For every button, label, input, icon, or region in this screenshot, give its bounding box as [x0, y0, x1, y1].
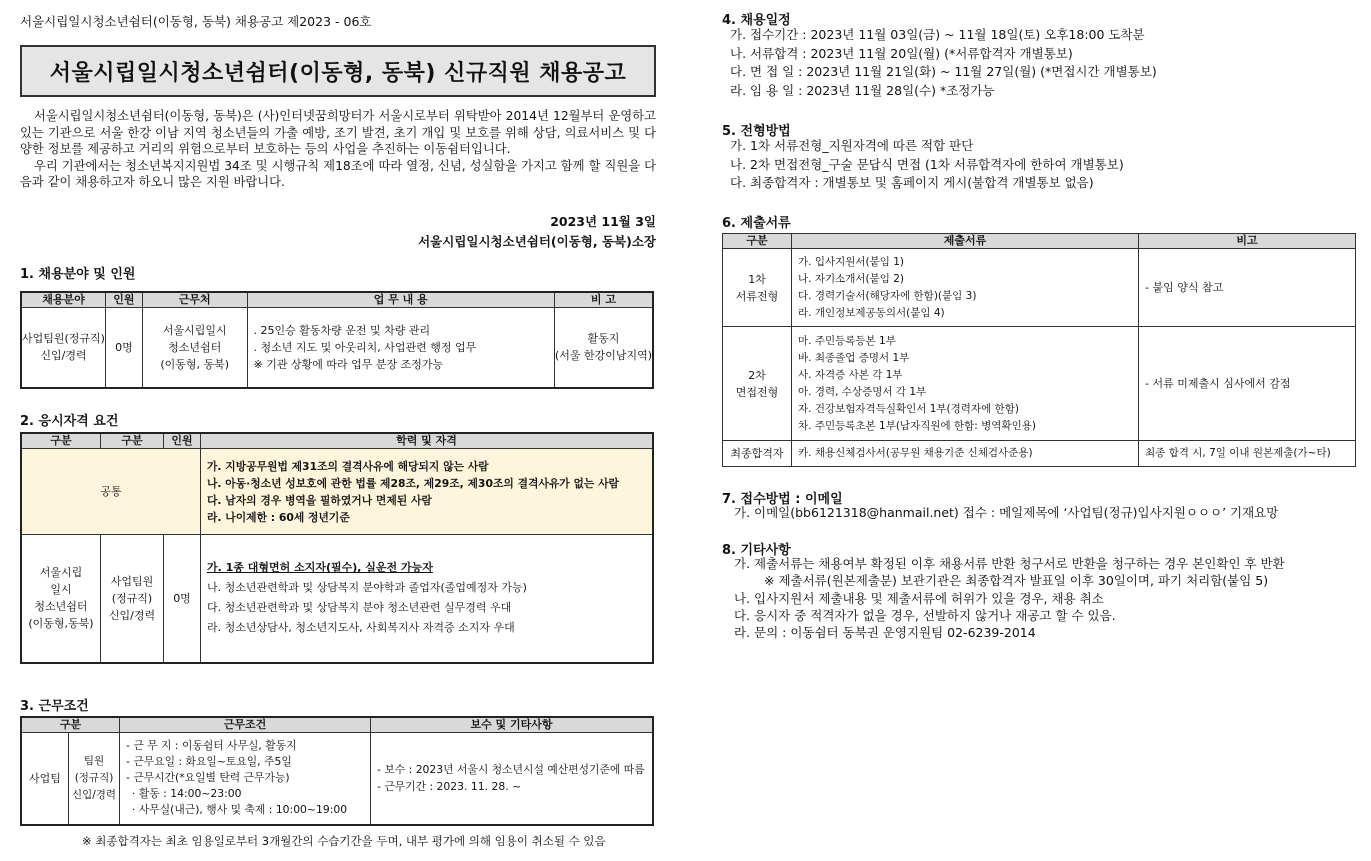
conditions-cell: - 근 무 지 : 이동쉼터 사무실, 활동지 - 근무요일 : 화요일~토요일, 주5일 - 근무시간(*요일별 탄력 근무가능) · 활동 : 14:00~23:00 · 사무실(내근), 행사 및 축제 : 10:00~19:00	[120, 733, 371, 825]
stage-label: 최종합격자	[723, 441, 792, 467]
list-item: 가. 이메일(bb6121318@hanmail.net) 접수 : 메일제목에 ‘사업팀(정규)입사지원ㅇㅇㅇ’ 기재요망	[734, 505, 1279, 520]
place-cell: 서울시립일시 청소년쉼터 (이동형, 동북)	[142, 308, 247, 388]
list-item: 나. 서류합격 : 2023년 11월 20일(월) (*서류합격자 개별통보)	[730, 45, 1073, 61]
list-item: 라. 임 용 일 : 2023년 11월 28일(수) *조정가능	[730, 82, 995, 98]
selection-list	[730, 137, 1124, 193]
list-item: 나. 입사지원서 제출내용 및 제출서류에 허위가 있을 경우, 채용 취소	[734, 590, 1104, 606]
remark-cell: 활동지 (서울 한강이남지역)	[554, 308, 653, 388]
list-item: 다. 응시자 중 적격자가 없을 경우, 선발하지 않거나 재공고 할 수 있음.	[734, 607, 1116, 623]
section-2-title: 2. 응시자격 요건	[20, 414, 119, 429]
documents-cell: 카. 채용신체검사서(공무원 채용기준 신체검사준용)	[792, 441, 1139, 467]
duties-cell: . 25인승 활동차량 운전 및 차량 관리 . 청소년 지도 및 아웃리치, 사업관련 행정 업무 ※ 기관 상황에 따라 업무 분장 조정가능	[247, 308, 554, 388]
page-title: 서울시립일시청소년쉼터(이동형, 동북) 신규직원 채용공고	[20, 45, 656, 97]
count-cell: 0명	[105, 308, 142, 388]
documents-cell: 마. 주민등록등본 1부 바. 최종졸업 증명서 1부 사. 자격증 사본 각 1부 아. 경력, 수상증명서 각 1부 자. 건강보험자격득실확인서 1부(경력자에 한함) 차. 주민등록초본 1부(남자직원에 한함: 병역확인용)	[792, 327, 1139, 441]
list-item: 나. 2차 면접전형_구술 문답식 면접 (1차 서류합격자에 한하여 개별통보)	[730, 156, 1124, 172]
col-header: 구분	[21, 433, 101, 449]
notice-signer: 서울시립일시청소년쉼터(이동형, 동북)소장	[418, 234, 656, 249]
section-4-title: 4. 채용일정	[722, 13, 791, 28]
documents-note: - 서류 미제출시 심사에서 감점	[1139, 327, 1356, 441]
notice-date: 2023년 11월 3일	[550, 214, 656, 229]
col-header: 근무조건	[120, 717, 371, 733]
col-header: 업 무 내 용	[247, 292, 554, 308]
position-qualifications: 가. 1종 대형면허 소지자(필수), 실운전 가능자 나. 청소년관련학과 및 상담복지 분야학과 졸업자(졸업예정자 가능) 다. 청소년관련학과 및 상담복지 분야 청소년관련 실무경력 우대 라. 청소년상담사, 청소년지도사, 사회복지사 자격증 소지자 우대	[201, 535, 654, 663]
col-header: 비 고	[554, 292, 653, 308]
intro-text	[20, 108, 656, 191]
role-cell: 사업팀원 (정규직) 신입/경력	[101, 535, 164, 663]
role-cell: 팀원 (정규직) 신입/경력	[69, 733, 120, 825]
col-header: 인원	[105, 292, 142, 308]
pay-cell: - 보수 : 2023년 서울시 청소년시설 예산편성기준에 따름 - 근무기간 : 2023. 11. 28. ~	[371, 733, 654, 825]
section-3-title: 3. 근무조건	[20, 699, 89, 714]
col-header: 보수 및 기타사항	[371, 717, 654, 733]
intro-paragraph-2: 우리 기관에서는 청소년복지지원법 34조 및 시행규칙 제18조에 따라 열정, 신념, 성실함을 가지고 함께 할 직원을 다음과 같이 채용하고자 하오니 많은 지원 바랍니다.	[20, 158, 656, 190]
col-header: 비고	[1139, 234, 1356, 249]
common-label: 공통	[21, 449, 201, 535]
list-item: 다. 면 접 일 : 2023년 11월 21일(화) ~ 11월 27일(월) (*면접시간 개별통보)	[730, 64, 1157, 79]
probation-note: ※ 최종합격자는 최초 임용일로부터 3개월간의 수습기간을 두며, 내부 평가에 의해 임용이 취소될 수 있음	[82, 834, 606, 848]
section-7-title: 7. 접수방법 : 이메일	[722, 492, 843, 507]
schedule-list	[730, 26, 1157, 100]
common-qualifications: 가. 지방공무원법 제31조의 결격사유에 해당되지 않는 사람 나. 아동·청소년 성보호에 관한 법률 제28조, 제29조, 제30조의 결격사유가 없는 사람 다. 남자의 경우 병역을 필하였거나 면제된 사람 라. 나이제한 : 60세 정년기준	[201, 449, 654, 535]
notice-number: 서울시립일시청소년쉼터(이동형, 동북) 채용공고 제2023 - 06호	[20, 14, 372, 29]
other-matters-list	[734, 555, 1285, 641]
application-method	[734, 504, 1278, 523]
documents-note: 최종 합격 시, 7일 이내 원본제출(가~타)	[1139, 441, 1356, 467]
section-5-title: 5. 전형방법	[722, 124, 791, 139]
section-6-title: 6. 제출서류	[722, 216, 791, 231]
stage-label: 1차 서류전형	[723, 249, 792, 327]
dept-cell: 사업팀	[21, 733, 69, 825]
qualification-table	[20, 432, 654, 664]
working-conditions-table	[20, 716, 654, 826]
col-header: 채용분야	[21, 292, 105, 308]
col-header: 구분	[101, 433, 164, 449]
list-item: ※ 제출서류(원본제출분) 보관기관은 최종합격자 발표일 이후 30일이며, 파기 처리함(붙임 5)	[764, 573, 1269, 589]
intro-paragraph-1: 서울시립일시청소년쉼터(이동형, 동북)은 (사)인터넷꿈희망터가 서울시로부터 위탁받아 2014년 12월부터 운영하고 있는 기관으로 서울 한강 이남 지역 청소년들의 가출 예방, 조기 발견, 초기 개입 및 보호를 위해 상담, 의료서비스 및 다양한 정보를 제공하고 거리의 위험으로부터 보호하는 등의 사업을 추진하는 이동쉼터입니다.	[20, 109, 656, 157]
col-header: 제출서류	[792, 234, 1139, 249]
list-item: 가. 제출서류는 채용여부 확정된 이후 채용서류 반환 청구서로 반환을 청구하는 경우 본인확인 후 반환	[734, 556, 1285, 571]
recruitment-table	[20, 291, 654, 389]
list-item: 라. 문의 : 이동쉼터 동북권 운영지원팀 02-6239-2014	[734, 625, 1036, 641]
org-cell: 서울시립 일시 청소년쉼터 (이동형,동북)	[21, 535, 101, 663]
col-header: 구분	[723, 234, 792, 249]
count-cell: 0명	[164, 535, 201, 663]
documents-cell: 가. 입사지원서(붙임 1) 나. 자기소개서(붙임 2) 다. 경력기술서(해당자에 한함)(붙임 3) 라. 개인정보제공동의서(붙임 4)	[792, 249, 1139, 327]
list-item: 가. 접수기간 : 2023년 11월 03일(금) ~ 11월 18일(토) 오후18:00 도착분	[730, 27, 1145, 42]
col-header: 학력 및 자격	[201, 433, 654, 449]
field-cell: 사업팀원(정규직) 신입/경력	[21, 308, 105, 388]
col-header: 인원	[164, 433, 201, 449]
documents-note: - 붙임 양식 참고	[1139, 249, 1356, 327]
list-item: 다. 최종합격자 : 개별통보 및 홈페이지 게시(불합격 개별통보 없음)	[730, 175, 1094, 190]
documents-table	[722, 233, 1356, 467]
col-header: 근무처	[142, 292, 247, 308]
stage-label: 2차 면접전형	[723, 327, 792, 441]
col-header: 구분	[21, 717, 120, 733]
section-1-title: 1. 채용분야 및 인원	[20, 267, 136, 282]
list-item: 가. 1차 서류전형_지원자격에 따른 적합 판단	[730, 138, 974, 153]
section-8-title: 8. 기타사항	[722, 543, 791, 558]
